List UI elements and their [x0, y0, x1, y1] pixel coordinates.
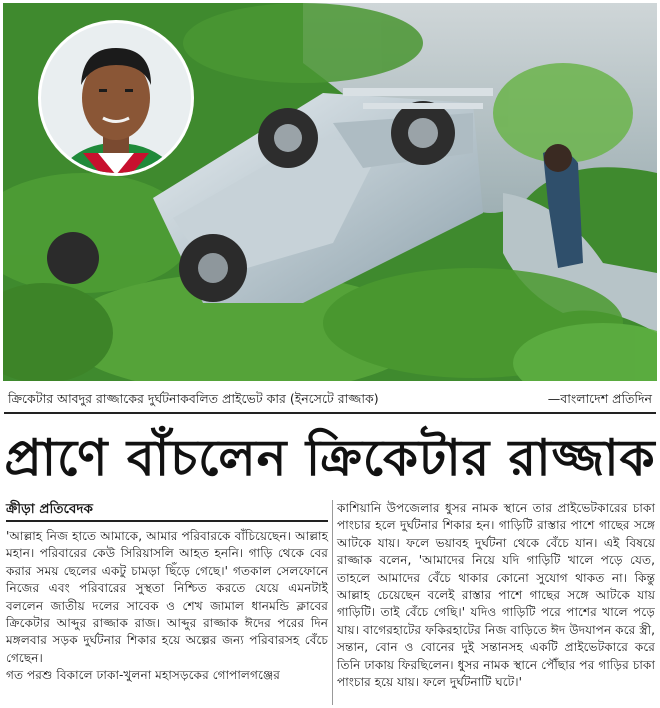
photo-credit: —বাংলাদেশ প্রতিদিন: [547, 391, 652, 406]
article-headline: প্রাণে বাঁচলেন ক্রিকেটার রাজ্জাক: [4, 429, 656, 487]
news-photo: [3, 3, 657, 381]
article-paragraph: কাশিয়ানি উপজেলার ধুসর নামক স্থানে তার প্রাইভেটকারের চাকা পাংচার হলে দুর্ঘটনার শিকার হন। গাড়িটি রাস্তার পাশে গাছের সঙ্গে আটকে যায়। ফলে ভয়াবহ দুর্ঘটনা থেকে বেঁচে যান। এই বিষয়ে রাজ্জাক বলেন, 'আমাদের নিয়ে যদি গাড়িটি খালে পড়ে যেত, তাহলে আমাদের বেঁচে থাকার কোনো সুযোগ থাকত না। কিন্তু আল্লাহ চেয়েছেন বলেই রাস্তার পাশে গাছের সঙ্গে আটকে যায় গাড়িটি। তাই বেঁচে গেছি।' যদিও গাড়িটি পরে পাশের খালে পড়ে যায়। বাগেরহাটের ফকিরহাটের নিজ বাড়িতে ঈদ উদযাপন করে স্ত্রী, সন্তান, বোন ও বোনের দুই সন্তানসহ একটি প্রাইভেটকারে করে তিনি ঢাকায় ফিরছিলেন। ধুসর নামক স্থানে পৌঁছার পর গাড়ির চাকা পাংচার হয়ে যায়। ফলে দুর্ঘটনাটি ঘটে।': [337, 501, 655, 690]
article-paragraph: 'আল্লাহ নিজ হাতে আমাকে, আমার পরিবারকে বাঁচিয়েছেন। আল্লাহ মহান। পরিবারের কেউ সিরিয়াসলি আহত হননি। গাড়ি থেকে বের করার সময় ছেলের একটু চামড়া ছিঁড়ে গেছে।' গতকাল সেলফোনে নিজের এবং পরিবারের সুস্থতা নিশ্চিত করতে যেয়ে এমনটাই বললেন জাতীয় দলের সাবেক ও শেখ জামাল ধানমন্ডি ক্লাবের ক্রিকেটার আব্দুর রাজ্জাক রাজ। আব্দুর রাজ্জাক ঈদের পরের দিন মঙ্গলবার সড়ক দুর্ঘটনার শিকার হয়ে অল্পের জন্য পরিবারসহ বেঁচে গেছেন।: [6, 529, 328, 665]
article-column-1: [6, 528, 328, 685]
article-column-2: [337, 500, 655, 691]
caption-text: ক্রিকেটার আবদুর রাজ্জাকের দুর্ঘটনাকবলিত প্রাইভেট কার (ইনসেটে রাজ্জাক): [8, 391, 379, 406]
column-divider: [332, 500, 333, 705]
photo-caption: [4, 386, 656, 414]
byline-divider: [6, 520, 328, 522]
overturned-car-photo: [3, 3, 657, 381]
article-paragraph: গত পরশু বিকালে ঢাকা-খুলনা মহাসড়কের গোপালগঞ্জের: [6, 668, 280, 683]
article-byline: ক্রীড়া প্রতিবেদক: [6, 501, 93, 517]
